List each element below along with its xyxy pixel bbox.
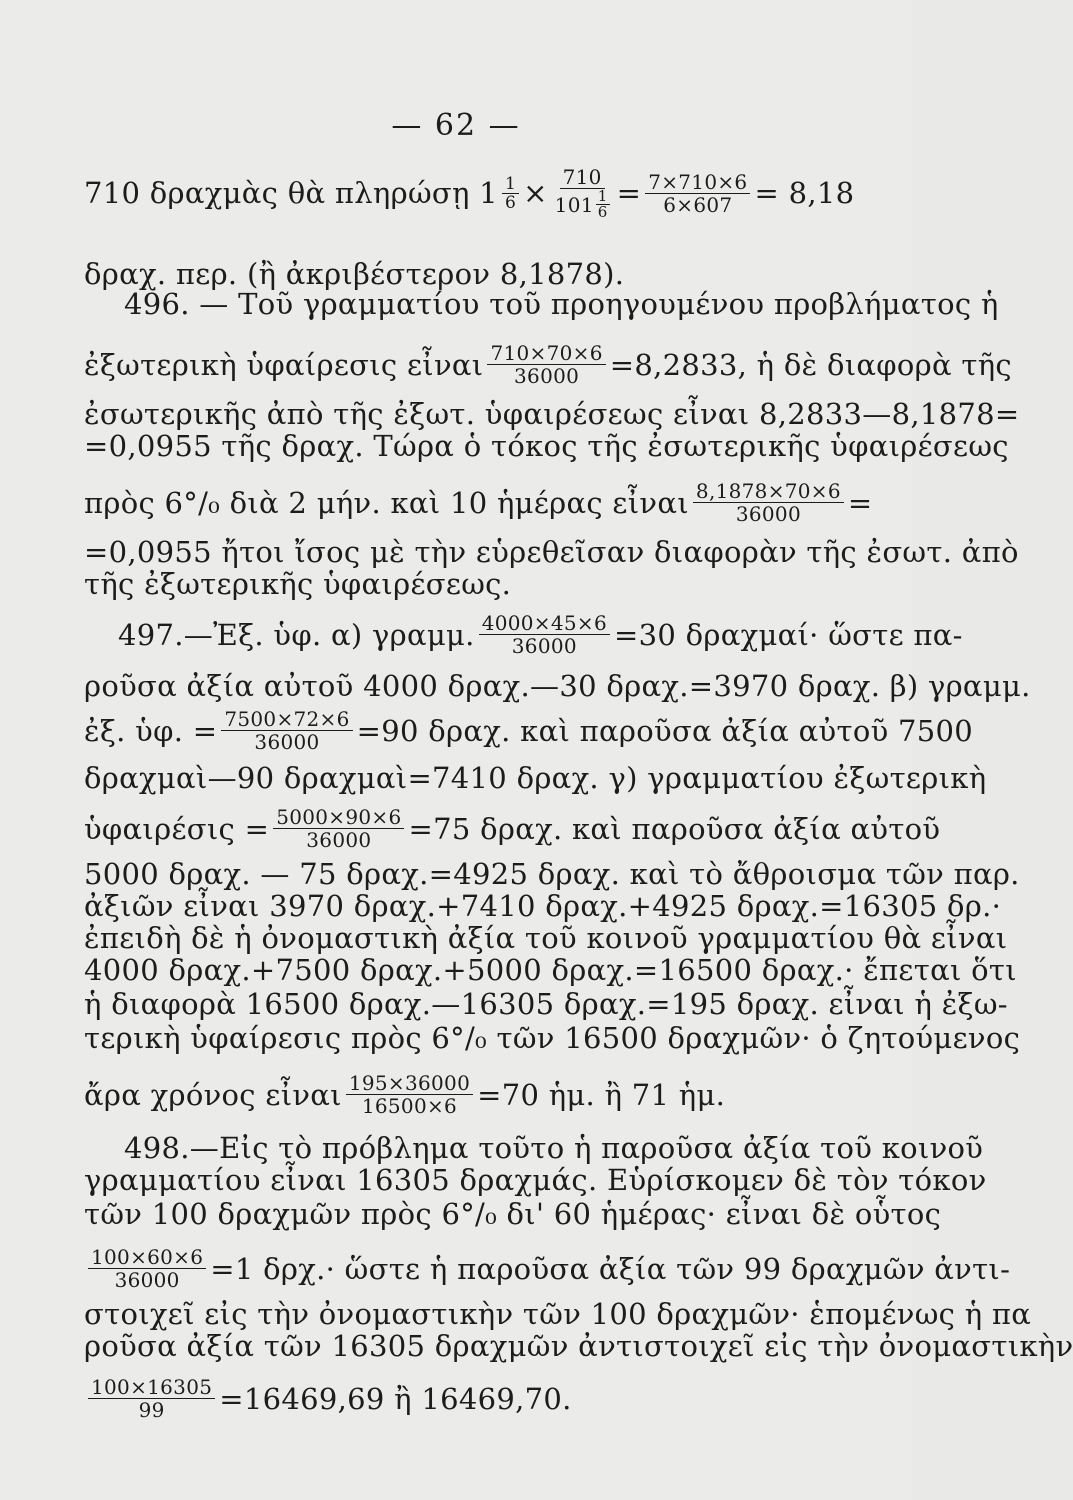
line-21-result: =70 ἡμ. ἢ 71 ἡμ. xyxy=(477,1077,726,1112)
text-line-14 xyxy=(84,805,941,852)
line-4-result: =8,2833, ἡ δὲ διαφορὰ τῆς xyxy=(609,347,1012,382)
times-sign: × xyxy=(523,176,548,210)
text-line-22: 498.—Εἰς τὸ πρόβλημα τοῦτο ἡ παροῦσα ἀξία τοῦ κοινοῦ xyxy=(124,1131,984,1165)
text-line-27: ροῦσα ἀξία τῶν 16305 δραχμῶν ἀντιστοιχεῖ εἰς τὴν ὀνομαστικὴν xyxy=(84,1329,1073,1363)
page-number: — 62 — xyxy=(391,108,521,143)
text-line-15: 5000 δραχ. — 75 δραχ.=4925 δραχ. καὶ τὸ ἄθροισμα τῶν παρ. xyxy=(84,857,1020,891)
line-4-text: ἐξωτερικὴ ὑφαίρεσις εἶναι xyxy=(84,347,484,382)
text-line-16: ἀξιῶν εἶναι 3970 δραχ.+7410 δραχ.+4925 δραχ.=16305 δρ.· xyxy=(84,889,1002,923)
line-10-text: 497.—Ἐξ. ὑφ. α) γραμμ. xyxy=(118,617,475,652)
line-14-text: ὑφαιρέσις = xyxy=(84,811,270,846)
fraction-8-1878x70x6: $\frac{8,1878\times 70\times 6}{36000}$ xyxy=(693,480,844,525)
text-line-23: γραμματίου εἶναι 16305 δραχμάς. Εὑρίσκομεν δὲ τὸν τόκον xyxy=(84,1163,987,1197)
fraction-100x60x6: $\frac{100\times 60\times 6}{36000}$ xyxy=(88,1246,206,1291)
fraction-one-sixth: $\frac{1}{6}$ xyxy=(502,175,519,212)
text-line-4 xyxy=(84,341,1012,388)
text-line-3: 496. — Τοῦ γραμματίου τοῦ προηγουμένου προβλήματος ἡ xyxy=(124,287,999,321)
line-7-equals: = xyxy=(847,485,873,520)
text-line-18: 4000 δραχ.+7500 δραχ.+5000 δραχ.=16500 δραχ.· ἔπεται ὅτι xyxy=(84,953,1017,987)
fraction-195x36000: $\frac{195\times 36000}{16500\times 6}$ xyxy=(346,1072,473,1117)
text-line-9: τῆς ἐξωτερικῆς ὑφαιρέσεως. xyxy=(84,567,512,601)
line-10-result: =30 δραχμαί· ὥστε πα- xyxy=(613,617,963,652)
text-line-6: =0,0955 τῆς δραχ. Τώρα ὁ τόκος τῆς ἐσωτερικῆς ὑφαιρέσεως xyxy=(84,429,1009,463)
text-line-8: =0,0955 ἤτοι ἴσος μὲ τὴν εὑρεθεῖσαν διαφορὰν τῆς ἐσωτ. ἀπὸ xyxy=(84,535,1019,569)
text-line-25 xyxy=(84,1245,1011,1292)
text-line-10 xyxy=(118,611,963,658)
fraction-7x710x6: $\frac{7\times 710\times 6}{6\times 607}$ xyxy=(645,171,750,216)
fraction-710-over-101: 710 101 $\frac{1}{6}$ xyxy=(554,165,608,221)
text-line-28 xyxy=(84,1376,844,1421)
fraction-4000x45x6: $\frac{4000\times 45\times 6}{36000}$ xyxy=(479,612,610,657)
fraction-7500x72x6: $\frac{7500\times 72\times 6}{36000}$ xyxy=(221,708,352,753)
text-line-2: δραχ. περ. (ἢ ἀκριβέστερον 8,1878). xyxy=(84,257,625,291)
text-line-1 xyxy=(84,165,855,221)
line-28-result: =16469,69 ἢ 16469,70. xyxy=(219,1381,572,1416)
text-line-5: ἐσωτερικῆς ἀπὸ τῆς ἐξωτ. ὑφαιρέσεως εἶναι 8,2833—8,1878= xyxy=(84,397,1020,431)
equals-sign: = xyxy=(616,176,642,210)
fraction-100x16305: $\frac{100\times 16305}{99}$ xyxy=(88,1376,215,1421)
fraction-5000x90x6: $\frac{5000\times 90\times 6}{36000}$ xyxy=(273,806,404,851)
text-line-20: τερικὴ ὑφαίρεσις πρὸς 6°/₀ τῶν 16500 δραχμῶν· ὁ ζητούμενος xyxy=(84,1021,1021,1055)
text-line-26: στοιχεῖ εἰς τὴν ὀνομαστικὴν τῶν 100 δραχμῶν· ἑπομένως ἡ πα xyxy=(84,1297,1032,1331)
text-line-17: ἐπειδὴ δὲ ἡ ὀνομαστικὴ ἀξία τοῦ κοινοῦ γραμματίου θὰ εἶναι xyxy=(84,921,1008,955)
text-line-21 xyxy=(84,1072,844,1117)
text-line-13: δραχμαὶ—90 δραχμαὶ=7410 δραχ. γ) γραμματίου ἐξωτερικὴ xyxy=(84,761,987,795)
line-21-text: ἄρα χρόνος εἶναι xyxy=(84,1077,342,1112)
line-12-result: =90 δραχ. καὶ παροῦσα ἀξία αὐτοῦ 7500 xyxy=(356,713,974,748)
line-7-text: πρὸς 6°/₀ διὰ 2 μήν. καὶ 10 ἡμέρας εἶναι xyxy=(84,485,689,520)
line-25-result: =1 δρχ.· ὥστε ἡ παροῦσα ἀξία τῶν 99 δραχμῶν ἀντι- xyxy=(210,1251,1011,1286)
fraction-710x70x6: $\frac{710\times 70\times 6}{36000}$ xyxy=(487,342,605,387)
text-line-7 xyxy=(84,479,873,526)
text-line-11: ροῦσα ἀξία αὐτοῦ 4000 δραχ.—30 δραχ.=3970 δραχ. β) γραμμ. xyxy=(84,669,1031,703)
line-14-result: =75 δραχ. καὶ παροῦσα ἀξία αὐτοῦ xyxy=(408,811,941,846)
text-line-12 xyxy=(84,707,974,754)
line-1-text: 710 δραχμὰς θὰ πληρώσῃ 1 xyxy=(84,176,498,210)
text-line-24: τῶν 100 δραχμῶν πρὸς 6°/₀ δι' 60 ἡμέρας· εἶναι δὲ οὗτος xyxy=(84,1197,942,1231)
text-line-19: ἡ διαφορὰ 16500 δραχ.—16305 δραχ.=195 δραχ. εἶναι ἡ ἐξω- xyxy=(84,987,1008,1021)
line-1-result: = 8,18 xyxy=(754,176,855,210)
line-12-text: ἐξ. ὑφ. = xyxy=(84,713,218,748)
